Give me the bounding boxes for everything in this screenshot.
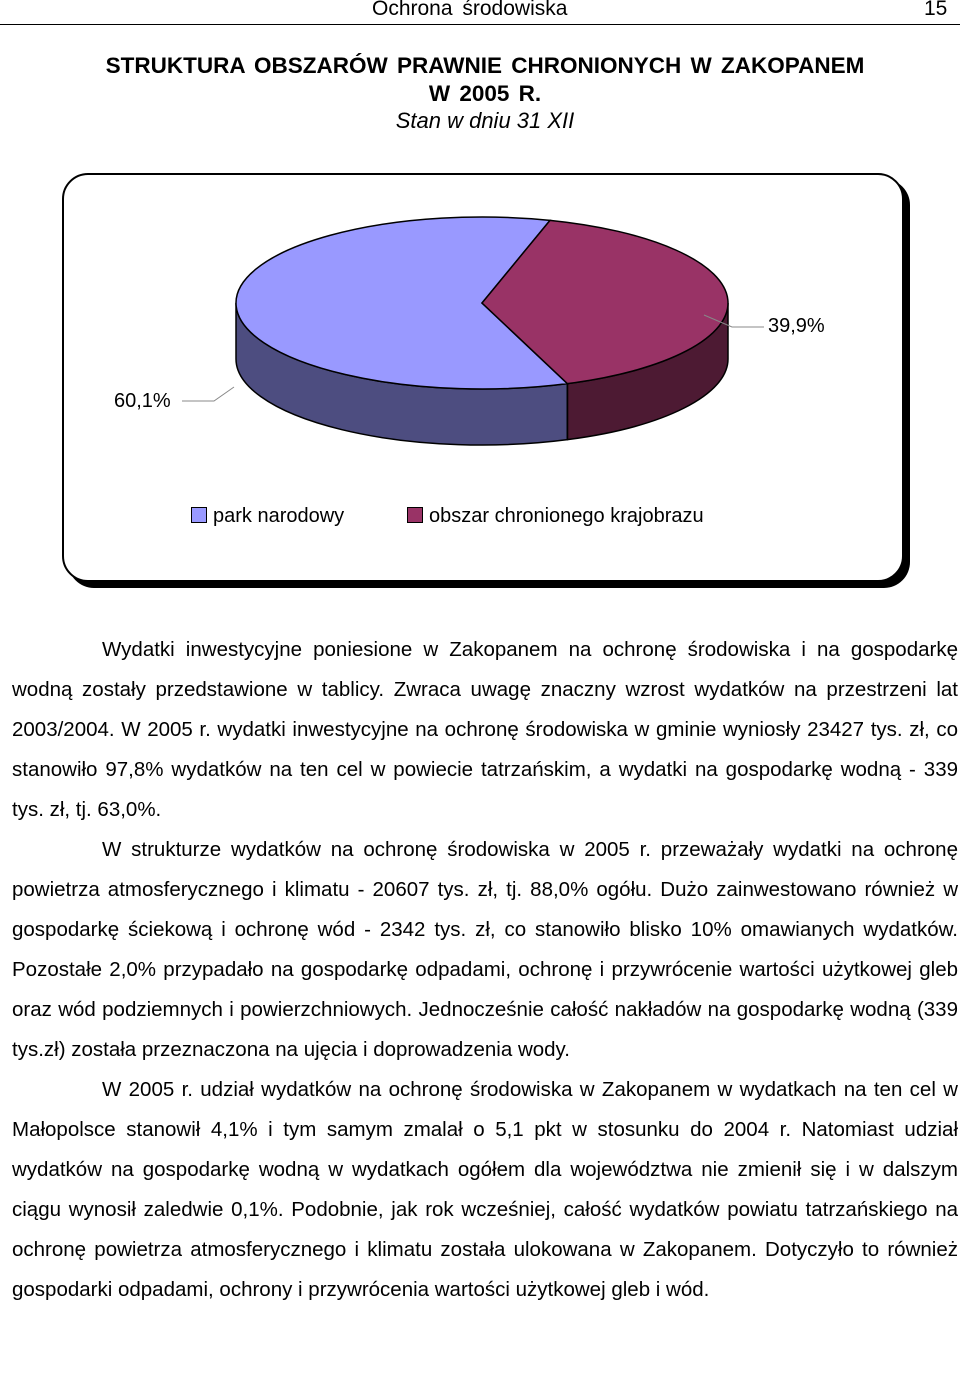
header-section-title: Ochrona środowiska [372, 0, 568, 20]
chart-frame [62, 173, 904, 582]
page-number: 15 [924, 0, 948, 20]
legend-item-park-narodowy [191, 505, 344, 528]
leader-line-0 [182, 387, 234, 401]
chart-subtitle: Stan w dniu 31 XII [395, 108, 575, 133]
body-text [12, 630, 958, 1310]
legend-label-park-narodowy: park narodowy [213, 505, 345, 527]
page-header [0, 0, 960, 25]
legend-label-obszar-chronionego-krajobrazu: obszar chronionego krajobrazu [429, 505, 704, 527]
slice-label-obszar-chronionego-krajobrazu: 39,9% [768, 315, 825, 337]
slice-label-park-narodowy: 60,1% [114, 390, 171, 412]
paragraph-3: W 2005 r. udział wydatków na ochronę środowiska w Zakopanem w wydatkach na ten cel w Małopolsce stanowił 4,1% i tym samym zmalał o 5,1 pkt w stosunku do 2004 r. Natomiast udział wydatków na gospodarkę wodną w wydatkach ogółem dla województwa nie zmienił się i w dalszym ciągu wynosił zaledwie 0,1%. Podobnie, jak rok wcześniej, całość wydatków powiatu tatrzańskiego na ochronę powietrza atmosferycznego i klimatu została ulokowana w Zakopanem. Dotyczyło to również gospodarki odpadami, ochrony i przywrócenia wartości użytkowej gleb i wód. [12, 1078, 958, 1301]
legend-swatch-obszar-chronionego-krajobrazu [407, 507, 423, 523]
chart-title [0, 52, 960, 108]
chart-title-line1: STRUKTURA OBSZARÓW PRAWNIE CHRONIONYCH W ZAKOPANEM [105, 53, 865, 78]
paragraph-1: Wydatki inwestycyjne poniesione w Zakopanem na ochronę środowiska i na gospodarkę wodną zostały przedstawione w tablicy. Zwraca uwagę znaczny wzrost wydatków na przestrzeni lat 2003/2004. W 2005 r. wydatki inwestycyjne na ochronę środowiska w gminie wyniosły 23427 tys. zł, co stanowiło 97,8% wydatków na ten cel w powiecie tatrzańskim, a wydatki na gospodarkę wodną - 339 tys. zł, tj. 63,0%. [12, 638, 958, 821]
legend-swatch-park-narodowy [191, 507, 207, 523]
chart-title-line2: W 2005 R. [428, 81, 542, 106]
legend-item-obszar-chronionego-krajobrazu [407, 505, 704, 528]
paragraph-2: W strukturze wydatków na ochronę środowiska w 2005 r. przeważały wydatki na ochronę powietrza atmosferycznego i klimatu - 20607 tys. zł, tj. 88,0% ogółu. Dużo zainwestowano również w gospodarkę ściekową i ochronę wód - 2342 tys. zł, co stanowiło blisko 10% omawianych wydatków. Pozostałe 2,0% przypadało na gospodarkę odpadami, ochronę i przywrócenie wartości użytkowej gleb oraz wód podziemnych i powierzchniowych. Jednocześnie całość nakładów na gospodarkę wodną (339 tys.zł) została przeznaczona na ujęcia i doprowadzenia wody. [12, 838, 958, 1061]
